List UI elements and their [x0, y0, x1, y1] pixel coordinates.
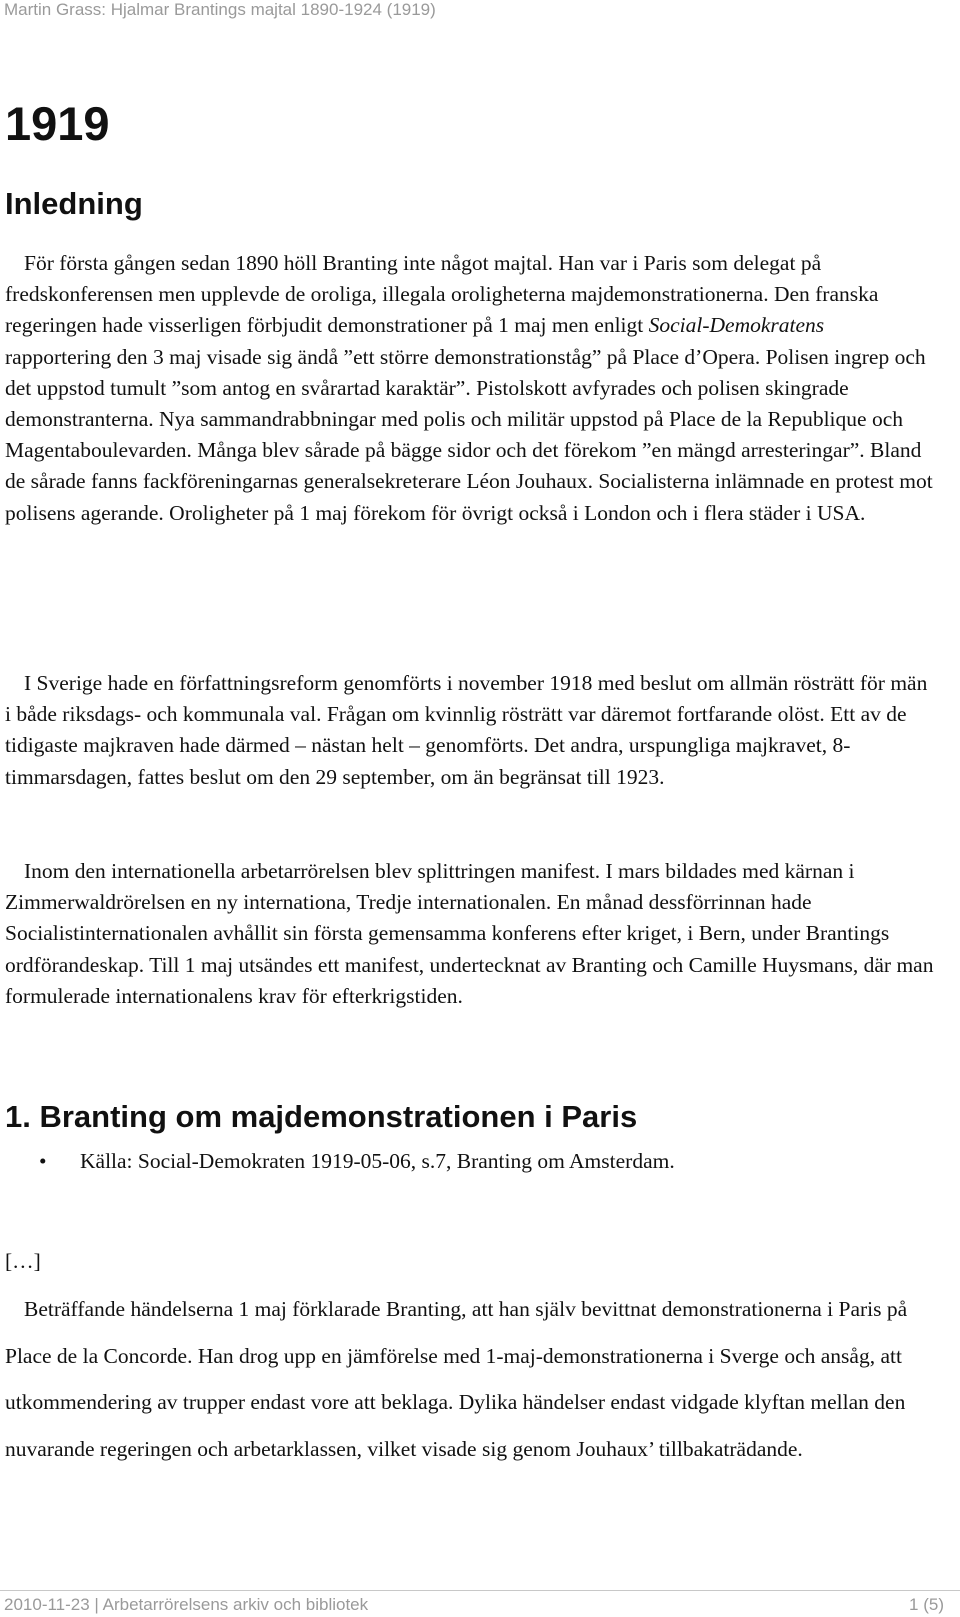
source-list: [0, 1146, 675, 1176]
intro-paragraph-1: [5, 248, 935, 529]
page-number: 1 (5): [909, 1595, 944, 1614]
list-item: [0, 1146, 675, 1176]
newspaper-title: Social-Demokratens: [648, 313, 825, 338]
bullet-icon: •: [39, 1149, 47, 1173]
footer-divider: [0, 1590, 960, 1591]
running-header: Martin Grass: Hjalmar Brantings majtal 1890-1924 (1919): [4, 0, 436, 19]
footer-text: 2010-11-23 | Arbetarrörelsens arkiv och bibliotek: [4, 1595, 369, 1614]
intro-heading: Inledning: [5, 186, 143, 221]
section-heading: 1. Branting om majdemonstrationen i Paris: [5, 1099, 638, 1134]
quoted-paragraph: Beträffande händelserna 1 maj förklarade Branting, att han själv bevittnat demonstrationerna i Paris på Place de la Concorde. Han drog upp en jämförelse med 1-maj-demonstrationerna i Sverge och ansåg, att utkommendering av trupper endast vore att beklaga. Dylika händelser endast vidgade klyftan mellan den nuvarande regeringen och arbetarklassen, vilket visade sig genom Jouhaux’ tillbakaträdande.: [5, 1297, 908, 1461]
paragraph-text: För första gången sedan 1890 höll Branting inte något majtal. Han var i Paris som delegat på fredskonferensen men upplevde de oroliga, illegala oroligheterna majdemonstrationerna. Den franska regeringen hade visserligen förbjudit demonstrationer på 1 maj men enligt: [5, 251, 879, 338]
page-title: 1919: [5, 97, 110, 150]
omission-marker: […]: [5, 1249, 41, 1273]
paragraph-text: rapportering den 3 maj visade sig ändå ”ett större demonstrationståg” på Place d’Opera. Polisen ingrep och det uppstod tumult ”som antog en svårartad karaktär”. Pistolskott avfyrades och polisen skingrade demonstranterna. Nya sammandrabbningar med polis och militär uppstod på Place de la Republique och Magentaboulevarden. Många blev sårade på bägge sidor och det förekom ”en mängd arresteringar”. Bland de sårade fanns fackföreningarnas generalsekreterare Léon Jouhaux. Socialisterna inlämnade en protest mot polisens agerande. Oroligheter på 1 maj förekom för övrigt också i London och i flera städer i USA.: [5, 344, 933, 525]
intro-paragraph-3: Inom den internationella arbetarrörelsen blev splittringen manifest. I mars bildades med kärnan i Zimmerwaldrörelsen en ny internationa, Tredje internationalen. En månad dessförrinnan hade Socialistinternationalen avhållit sin första gemensamma konferens efter kriget, i Bern, under Brantings ordförandeskap. Till 1 maj utsändes ett manifest, undertecknat av Branting och Camille Huysmans, där man formulerade internationalens krav för efterkrigstiden.: [5, 859, 934, 1008]
source-citation: Källa: Social-Demokraten 1919-05-06, s.7, Branting om Amsterdam.: [80, 1149, 675, 1173]
intro-paragraph-2: I Sverige hade en författningsreform genomförts i november 1918 med beslut om allmän rösträtt för män i både riksdags- och kommunala val. Frågan om kvinnlig rösträtt var däremot fortfarande olöst. Ett av de tidigaste majkraven hade därmed – nästan helt – genomförts. Det andra, urspungliga majkravet, 8-timmarsdagen, fattes beslut om den 29 september, om än begränsat till 1923.: [5, 671, 928, 789]
